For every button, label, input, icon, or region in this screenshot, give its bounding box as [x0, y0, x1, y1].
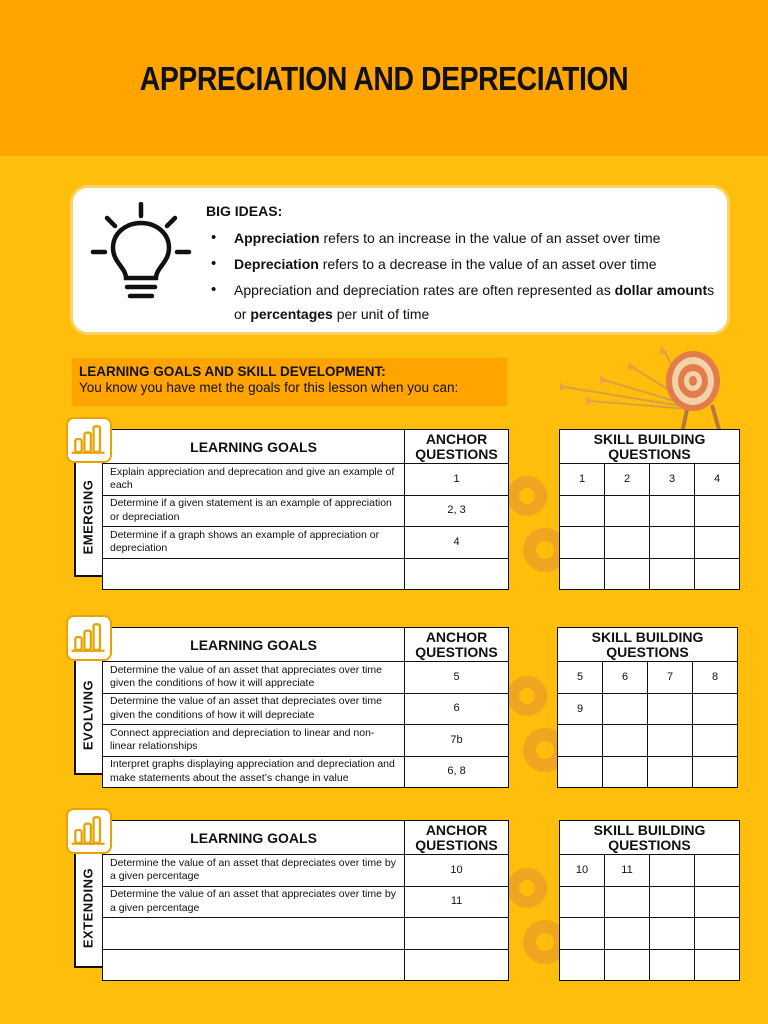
table-row [560, 527, 740, 559]
skill-cell: 1 [560, 464, 605, 496]
list-item: • Depreciation refers to a decrease in the value of an asset over time [209, 252, 719, 276]
skill-cell [560, 949, 605, 981]
anchor-cell: 4 [405, 527, 509, 559]
skill-cell [650, 558, 695, 590]
table-row [103, 756, 509, 788]
section-icon-frame [66, 417, 112, 463]
skill-building-table [557, 627, 738, 788]
skill-cell [605, 886, 650, 918]
anchor-cell: 10 [405, 855, 509, 887]
skill-cell: 7 [648, 662, 693, 694]
anchor-header: ANCHOR QUESTIONS [405, 430, 509, 464]
list-item: • Appreciation refers to an increase in the value of an asset over time [209, 226, 719, 250]
anchor-cell [405, 918, 509, 950]
skill-cell: 9 [558, 693, 603, 725]
goal-cell [103, 558, 405, 590]
skill-cell [603, 756, 648, 788]
table-row [103, 693, 509, 725]
section-evolving [0, 615, 768, 790]
big-ideas-box [70, 185, 730, 335]
anchor-cell: 6 [405, 693, 509, 725]
skill-cell [650, 855, 695, 887]
section-label: EMERGING [80, 479, 96, 555]
skill-header: SKILL BUILDING QUESTIONS [558, 628, 738, 662]
learning-goals-table [102, 820, 509, 981]
skill-cell [695, 527, 740, 559]
list-item: • Appreciation and depreciation rates are often represented as dollar amounts or percentages per unit of time [209, 278, 719, 326]
skill-cell [605, 558, 650, 590]
goals-header: LEARNING GOALS [103, 430, 405, 464]
table-row [103, 495, 509, 527]
skill-cell [650, 886, 695, 918]
table-row [560, 558, 740, 590]
table-row [560, 949, 740, 981]
table-row [558, 693, 738, 725]
skill-cell [650, 527, 695, 559]
learning-goals-table [102, 429, 509, 590]
skill-cell: 6 [603, 662, 648, 694]
table-row [103, 886, 509, 918]
table-row [103, 527, 509, 559]
skill-cell [560, 558, 605, 590]
big-ideas-heading: BIG IDEAS: [206, 203, 283, 219]
goal-cell: Determine the value of an asset that depreciates over time given the conditions of how it will depreciate [103, 693, 405, 725]
skill-cell [603, 693, 648, 725]
skill-cell [650, 495, 695, 527]
skill-cell [693, 693, 738, 725]
skill-cell [560, 495, 605, 527]
learning-goals-table [102, 627, 509, 788]
section-label: EXTENDING [80, 867, 96, 949]
section-icon-frame [66, 615, 112, 661]
anchor-cell: 11 [405, 886, 509, 918]
goal-cell [103, 918, 405, 950]
skill-cell: 2 [605, 464, 650, 496]
anchor-header: ANCHOR QUESTIONS [405, 628, 509, 662]
table-row [560, 464, 740, 496]
table-row [558, 725, 738, 757]
section-label: EVOLVING [80, 679, 96, 751]
table-row [103, 464, 509, 496]
section-icon-frame [66, 808, 112, 854]
goal-cell: Determine the value of an asset that depreciates over time by a given percentage [103, 855, 405, 887]
table-row [103, 949, 509, 981]
learning-goals-banner [72, 358, 507, 406]
goal-cell: Determine if a graph shows an example of appreciation or depreciation [103, 527, 405, 559]
skill-cell [605, 918, 650, 950]
skill-cell [693, 725, 738, 757]
skill-cell [695, 886, 740, 918]
anchor-cell [405, 949, 509, 981]
skill-cell [695, 918, 740, 950]
anchor-cell [405, 558, 509, 590]
skill-cell: 4 [695, 464, 740, 496]
anchor-cell: 7b [405, 725, 509, 757]
skill-cell [648, 756, 693, 788]
skill-cell [693, 756, 738, 788]
goal-cell: Determine if a given statement is an example of appreciation or depreciation [103, 495, 405, 527]
bar-chart-icon [68, 419, 110, 461]
skill-cell [650, 949, 695, 981]
learning-goals-heading: LEARNING GOALS AND SKILL DEVELOPMENT: [79, 364, 386, 379]
skill-cell [558, 725, 603, 757]
goals-header: LEARNING GOALS [103, 628, 405, 662]
skill-header: SKILL BUILDING QUESTIONS [560, 821, 740, 855]
table-row [558, 662, 738, 694]
table-row [103, 855, 509, 887]
goal-cell [103, 949, 405, 981]
section-extending [0, 808, 768, 983]
table-row [103, 662, 509, 694]
skill-cell: 5 [558, 662, 603, 694]
skill-cell [695, 558, 740, 590]
table-row [560, 855, 740, 887]
skill-building-table [559, 429, 740, 590]
skill-cell: 3 [650, 464, 695, 496]
goals-header: LEARNING GOALS [103, 821, 405, 855]
table-row [558, 756, 738, 788]
learning-goals-subtext: You know you have met the goals for this lesson when you can: [79, 380, 459, 395]
table-row [560, 918, 740, 950]
skill-cell [560, 886, 605, 918]
goal-cell: Connect appreciation and depreciation to linear and non-linear relationships [103, 725, 405, 757]
skill-header: SKILL BUILDING QUESTIONS [560, 430, 740, 464]
goal-cell: Determine the value of an asset that appreciates over time by a given percentage [103, 886, 405, 918]
table-row [560, 495, 740, 527]
goal-cell: Interpret graphs displaying appreciation and depreciation and make statements about the asset’s change in value [103, 756, 405, 788]
goal-cell: Explain appreciation and deprecation and give an example of each [103, 464, 405, 496]
anchor-cell: 5 [405, 662, 509, 694]
skill-cell: 10 [560, 855, 605, 887]
skill-cell [605, 495, 650, 527]
table-row [103, 725, 509, 757]
skill-cell [560, 527, 605, 559]
anchor-cell: 2, 3 [405, 495, 509, 527]
skill-building-table [559, 820, 740, 981]
anchor-cell: 1 [405, 464, 509, 496]
skill-cell: 8 [693, 662, 738, 694]
lightbulb-icon [89, 202, 193, 306]
table-row [103, 918, 509, 950]
table-row [560, 886, 740, 918]
skill-cell [648, 725, 693, 757]
skill-cell [605, 527, 650, 559]
skill-cell [695, 855, 740, 887]
skill-cell: 11 [605, 855, 650, 887]
bar-chart-icon [68, 617, 110, 659]
skill-cell [603, 725, 648, 757]
anchor-header: ANCHOR QUESTIONS [405, 821, 509, 855]
anchor-cell: 6, 8 [405, 756, 509, 788]
bar-chart-icon [68, 810, 110, 852]
skill-cell [650, 918, 695, 950]
skill-cell [558, 756, 603, 788]
skill-cell [648, 693, 693, 725]
goal-cell: Determine the value of an asset that appreciates over time given the conditions of how it will appreciate [103, 662, 405, 694]
section-emerging [0, 417, 768, 592]
table-row [103, 558, 509, 590]
skill-cell [695, 949, 740, 981]
skill-cell [695, 495, 740, 527]
page-title: APPRECIATION AND DEPRECIATION [139, 60, 629, 97]
skill-cell [560, 918, 605, 950]
skill-cell [605, 949, 650, 981]
big-ideas-list [209, 226, 719, 328]
